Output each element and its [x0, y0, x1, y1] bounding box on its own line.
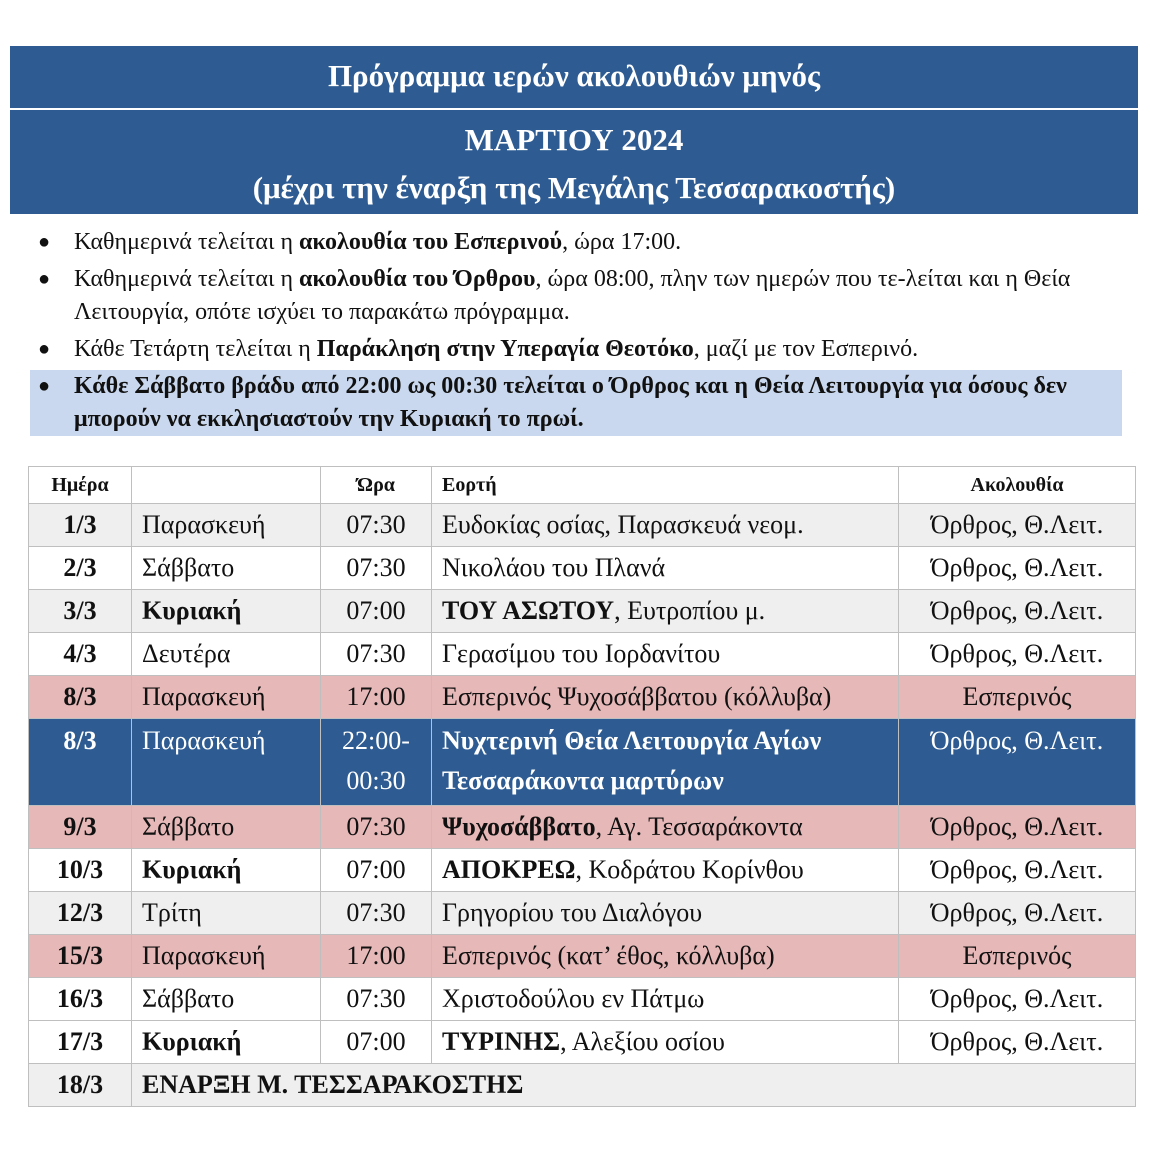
note-text: , ώρα 17:00.: [562, 229, 682, 255]
cell-service: Όρθρος, Θ.Λειτ.: [899, 892, 1136, 935]
cell-date: 2/3: [29, 547, 132, 590]
cell-service: Όρθρος, Θ.Λειτ.: [899, 978, 1136, 1021]
header-time: Ώρα: [321, 467, 432, 504]
table-row: [29, 806, 1136, 849]
cell-feast: [432, 892, 899, 935]
cell-time: 07:00: [321, 590, 432, 633]
table-row: [29, 633, 1136, 676]
table-header-row: [29, 467, 1136, 504]
note-vespers: [30, 226, 1122, 259]
cell-date: 18/3: [29, 1064, 132, 1107]
cell-date: 3/3: [29, 590, 132, 633]
cell-date: 8/3: [29, 719, 132, 806]
cell-date: 9/3: [29, 806, 132, 849]
cell-day: Τρίτη: [132, 892, 321, 935]
cell-service: Εσπερινός: [899, 935, 1136, 978]
cell-date: 1/3: [29, 504, 132, 547]
cell-day: Κυριακή: [132, 1021, 321, 1064]
cell-day: Παρασκευή: [132, 676, 321, 719]
cell-day: Σάββατο: [132, 547, 321, 590]
feast-bold: ΤΟΥ ΑΣΩΤΟΥ: [442, 596, 615, 625]
cell-date: 8/3: [29, 676, 132, 719]
table-row: [29, 590, 1136, 633]
feast-bold: ΑΠΟΚΡΕΩ: [442, 855, 576, 884]
feast-text: Νικολάου του Πλανά: [442, 553, 666, 582]
note-bold: ακολουθία του Εσπερινού: [299, 229, 563, 255]
table-row: [29, 849, 1136, 892]
cell-time: 07:30: [321, 892, 432, 935]
cell-feast: [432, 978, 899, 1021]
cell-time: 17:00: [321, 676, 432, 719]
feast-text: , Αλεξίου οσίου: [560, 1027, 725, 1056]
cell-service: Όρθρος, Θ.Λειτ.: [899, 633, 1136, 676]
note-text: , ώρα 08:00, πλην των ημερών που τε-λείται και η Θεία Λειτουργία, οπότε ισχύει το παρακάτω πρόγραμμα.: [74, 266, 1071, 325]
cell-time: 07:00: [321, 1021, 432, 1064]
feast-bold: ΤΥΡΙΝΗΣ: [442, 1027, 561, 1056]
cell-day: Παρασκευή: [132, 719, 321, 806]
table-row: [29, 978, 1136, 1021]
cell-time: 22:00-00:30: [321, 719, 432, 806]
header-title: Πρόγραμμα ιερών ακολουθιών μηνός: [10, 46, 1138, 110]
header-feast: Εορτή: [432, 467, 899, 504]
note-text: Καθημερινά τελείται η: [74, 266, 299, 292]
cell-date: 17/3: [29, 1021, 132, 1064]
cell-service: Εσπερινός: [899, 676, 1136, 719]
feast-text: Εσπερινός Ψυχοσάββατου (κόλλυβα): [442, 682, 832, 711]
cell-feast: [432, 806, 899, 849]
cell-time: 17:00: [321, 935, 432, 978]
feast-text: , Κοδράτου Κορίνθου: [575, 855, 804, 884]
feast-text: Εσπερινός (κατ’ έθος, κόλλυβα): [442, 941, 775, 970]
table-row: [29, 1064, 1136, 1107]
feast-text: Ευδοκίας οσίας, Παρασκευά νεομ.: [442, 510, 804, 539]
cell-time: 07:30: [321, 978, 432, 1021]
cell-day: Παρασκευή: [132, 935, 321, 978]
cell-feast: [432, 504, 899, 547]
cell-day: Παρασκευή: [132, 504, 321, 547]
header-subtitle: (μέχρι την έναρξη της Μεγάλης Τεσσαρακοστής): [252, 170, 896, 205]
cell-feast: [432, 676, 899, 719]
note-text: , μαζί με τον Εσπερινό.: [693, 336, 919, 362]
bullet-icon: ●: [38, 231, 51, 253]
note-bold: Κάθε Σάββατο βράδυ από 22:00 ως 00:30 τελείται ο Όρθρος και η Θεία Λειτουργία για όσους δεν μπορούν να εκκλησιαστούν την Κυριακή το πρωί.: [74, 373, 1067, 432]
table-row: [29, 719, 1136, 806]
cell-time: 07:30: [321, 633, 432, 676]
cell-feast: [432, 935, 899, 978]
schedule-table: [28, 466, 1136, 1107]
note-bold: Παράκληση στην Υπεραγία Θεοτόκο: [316, 336, 694, 362]
cell-service: Όρθρος, Θ.Λειτ.: [899, 849, 1136, 892]
cell-service: Όρθρος, Θ.Λειτ.: [899, 504, 1136, 547]
feast-bold: Ψυχοσάββατο: [442, 812, 596, 841]
cell-time: 07:30: [321, 504, 432, 547]
feast-text: , Ευτροπίου μ.: [614, 596, 766, 625]
cell-service: Όρθρος, Θ.Λειτ.: [899, 547, 1136, 590]
cell-service: Όρθρος, Θ.Λειτ.: [899, 590, 1136, 633]
cell-day: Κυριακή: [132, 849, 321, 892]
table-row: [29, 892, 1136, 935]
feast-text: Χριστοδούλου εν Πάτμω: [442, 984, 705, 1013]
table-row: [29, 547, 1136, 590]
bullet-icon: ●: [38, 268, 51, 290]
note-text: Κάθε Τετάρτη τελείται η: [74, 336, 317, 362]
cell-date: 12/3: [29, 892, 132, 935]
cell-date: 16/3: [29, 978, 132, 1021]
cell-service: Όρθρος, Θ.Λειτ.: [899, 719, 1136, 806]
cell-feast: [432, 633, 899, 676]
note-matins: [30, 263, 1122, 329]
table-row: [29, 504, 1136, 547]
cell-day: Κυριακή: [132, 590, 321, 633]
table-row: [29, 1021, 1136, 1064]
cell-day: Σάββατο: [132, 978, 321, 1021]
cell-lent-start: ΕΝΑΡΞΗ Μ. ΤΕΣΣΑΡΑΚΟΣΤΗΣ: [132, 1064, 1136, 1107]
header-month-block: [10, 110, 1138, 214]
cell-day: Δευτέρα: [132, 633, 321, 676]
cell-time: 07:30: [321, 547, 432, 590]
cell-feast: [432, 1021, 899, 1064]
cell-service: Όρθρος, Θ.Λειτ.: [899, 806, 1136, 849]
schedule-header: [10, 46, 1138, 214]
cell-date: 4/3: [29, 633, 132, 676]
bullet-icon: ●: [38, 375, 51, 397]
bullet-icon: ●: [38, 338, 51, 360]
note-saturday-night: [30, 370, 1122, 436]
cell-date: 15/3: [29, 935, 132, 978]
cell-feast: [432, 590, 899, 633]
feast-text: Γρηγορίου του Διαλόγου: [442, 898, 703, 927]
cell-feast: [432, 719, 899, 806]
cell-service: Όρθρος, Θ.Λειτ.: [899, 1021, 1136, 1064]
notes-list: [30, 226, 1122, 440]
cell-day: Σάββατο: [132, 806, 321, 849]
note-text: Καθημερινά τελείται η: [74, 229, 299, 255]
header-service: Ακολουθία: [899, 467, 1136, 504]
note-bold: ακολουθία του Όρθρου: [299, 266, 536, 292]
note-paraklesis: [30, 333, 1122, 366]
cell-date: 10/3: [29, 849, 132, 892]
table-row: [29, 676, 1136, 719]
header-date: Ημέρα: [29, 467, 132, 504]
header-month: ΜΑΡΤΙΟΥ 2024: [464, 122, 684, 157]
cell-time: 07:00: [321, 849, 432, 892]
header-day: [132, 467, 321, 504]
feast-bold: Νυχτερινή Θεία Λειτουργία Αγίων Τεσσαράκοντα μαρτύρων: [442, 726, 822, 795]
cell-time: 07:30: [321, 806, 432, 849]
feast-text: , Αγ. Τεσσαράκοντα: [595, 812, 803, 841]
table-row: [29, 935, 1136, 978]
feast-text: Γερασίμου του Ιορδανίτου: [442, 639, 721, 668]
cell-feast: [432, 547, 899, 590]
cell-feast: [432, 849, 899, 892]
